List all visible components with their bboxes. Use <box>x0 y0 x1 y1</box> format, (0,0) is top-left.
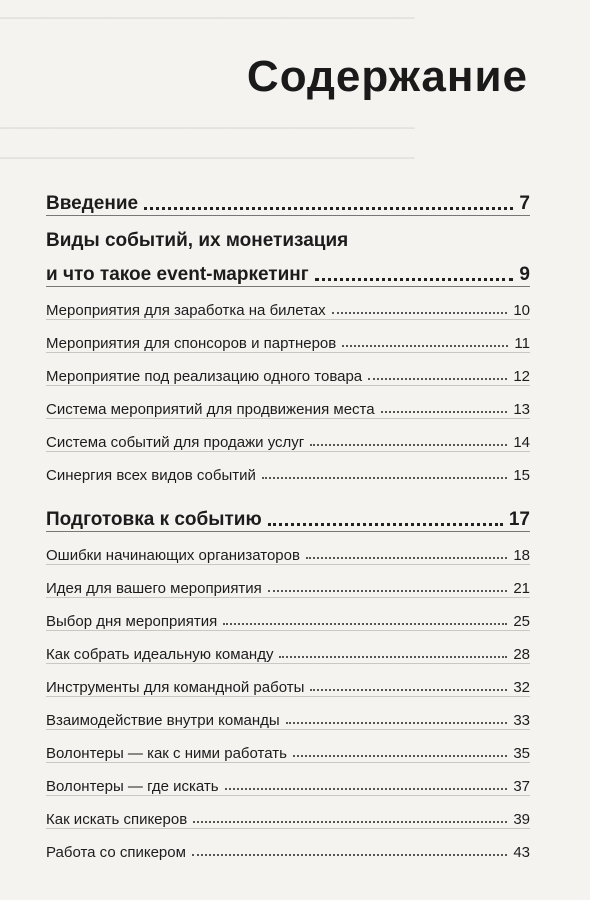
toc-entry[interactable] <box>46 320 530 353</box>
page-title: Содержание <box>246 52 528 101</box>
toc-page-number: 18 <box>513 547 530 564</box>
toc-entry-label: Взаимодействие внутри команды <box>46 712 280 729</box>
leader-dots <box>286 722 508 724</box>
toc-entry-label: Как искать спикеров <box>46 811 188 828</box>
toc-entry-label: Система событий для продажи услуг <box>46 434 305 451</box>
bleed-through: ───────────────────────────────────────────── <box>0 120 415 135</box>
toc-entry[interactable] <box>46 419 530 452</box>
bleed-through: ───────────────────────────────────────────── <box>0 10 415 25</box>
toc-entry[interactable] <box>46 287 530 320</box>
toc-entry-label: Идея для вашего мероприятия <box>46 580 262 597</box>
leader-dots <box>368 378 507 380</box>
toc-chapter-label-line2: и что такое event-маркетинг <box>46 264 309 285</box>
leader-dots <box>315 278 514 281</box>
leader-dots <box>223 623 507 625</box>
toc-entry[interactable] <box>46 565 530 598</box>
toc-chapter-2[interactable] <box>46 498 530 532</box>
toc-page-number: 21 <box>513 580 530 597</box>
toc-chapter-label: Введение <box>46 193 139 214</box>
toc-page-number: 10 <box>513 302 530 319</box>
toc-page-number: 39 <box>513 811 530 828</box>
toc-entry[interactable] <box>46 763 530 796</box>
toc-chapter-1[interactable] <box>46 230 530 287</box>
toc-entry[interactable] <box>46 452 530 484</box>
leader-dots <box>268 523 503 526</box>
leader-dots <box>268 590 508 592</box>
toc-entry-label: Волонтеры — как с ними работать <box>46 745 287 762</box>
toc-entry-label: Ошибки начинающих организаторов <box>46 547 300 564</box>
toc-entry[interactable] <box>46 631 530 664</box>
toc-entry[interactable] <box>46 353 530 386</box>
toc-page-number: 17 <box>508 509 530 530</box>
leader-dots <box>381 411 508 413</box>
toc-chapter-label: Подготовка к событию <box>46 509 262 530</box>
toc-entry-label: Синергия всех видов событий <box>46 467 256 484</box>
toc-page-number: 14 <box>513 434 530 451</box>
toc-page-number: 12 <box>513 368 530 385</box>
toc-entry-label: Мероприятия для заработка на билетах <box>46 302 326 319</box>
toc-page-number: 33 <box>513 712 530 729</box>
toc-page-number: 43 <box>513 844 530 861</box>
toc-entry-label: Выбор дня мероприятия <box>46 613 218 630</box>
toc-entry[interactable] <box>46 796 530 829</box>
leader-dots <box>225 788 508 790</box>
toc-entry[interactable] <box>46 730 530 763</box>
toc-page-number: 32 <box>513 679 530 696</box>
toc-page-number: 13 <box>513 401 530 418</box>
leader-dots <box>279 656 507 658</box>
toc-entry-label: Инструменты для командной работы <box>46 679 305 696</box>
toc-page-number: 25 <box>513 613 530 630</box>
toc-page-number: 15 <box>513 467 530 484</box>
leader-dots <box>193 821 507 823</box>
toc-page-number: 35 <box>513 745 530 762</box>
toc-entry-label: Как собрать идеальную команду <box>46 646 274 663</box>
toc-page-number: 7 <box>519 193 530 214</box>
toc-page-number: 9 <box>519 264 530 285</box>
toc-entry[interactable] <box>46 829 530 861</box>
toc-page-number: 37 <box>513 778 530 795</box>
toc-entry[interactable] <box>46 532 530 565</box>
toc-entry-label: Работа со спикером <box>46 844 186 861</box>
leader-dots <box>342 345 508 347</box>
toc-page-number: 28 <box>513 646 530 663</box>
leader-dots <box>144 207 513 210</box>
leader-dots <box>262 477 507 479</box>
leader-dots <box>310 689 507 691</box>
toc-entry[interactable] <box>46 664 530 697</box>
leader-dots <box>192 854 507 856</box>
toc-entry[interactable] <box>46 697 530 730</box>
toc-entry-label: Мероприятия для спонсоров и партнеров <box>46 335 337 352</box>
table-of-contents <box>46 182 530 861</box>
toc-page-number: 11 <box>514 335 530 352</box>
leader-dots <box>306 557 507 559</box>
leader-dots <box>310 444 507 446</box>
toc-entry[interactable] <box>46 386 530 419</box>
toc-chapter-label-line1: Виды событий, их монетизация <box>46 230 349 251</box>
toc-entry[interactable] <box>46 598 530 631</box>
leader-dots <box>332 312 508 314</box>
toc-entry-label: Мероприятие под реализацию одного товара <box>46 368 363 385</box>
toc-entry-label: Система мероприятий для продвижения места <box>46 401 375 418</box>
toc-chapter-intro[interactable] <box>46 182 530 216</box>
leader-dots <box>293 755 507 757</box>
bleed-through: ───────────────────────────────────────────── <box>0 150 415 165</box>
toc-entry-label: Волонтеры — где искать <box>46 778 219 795</box>
